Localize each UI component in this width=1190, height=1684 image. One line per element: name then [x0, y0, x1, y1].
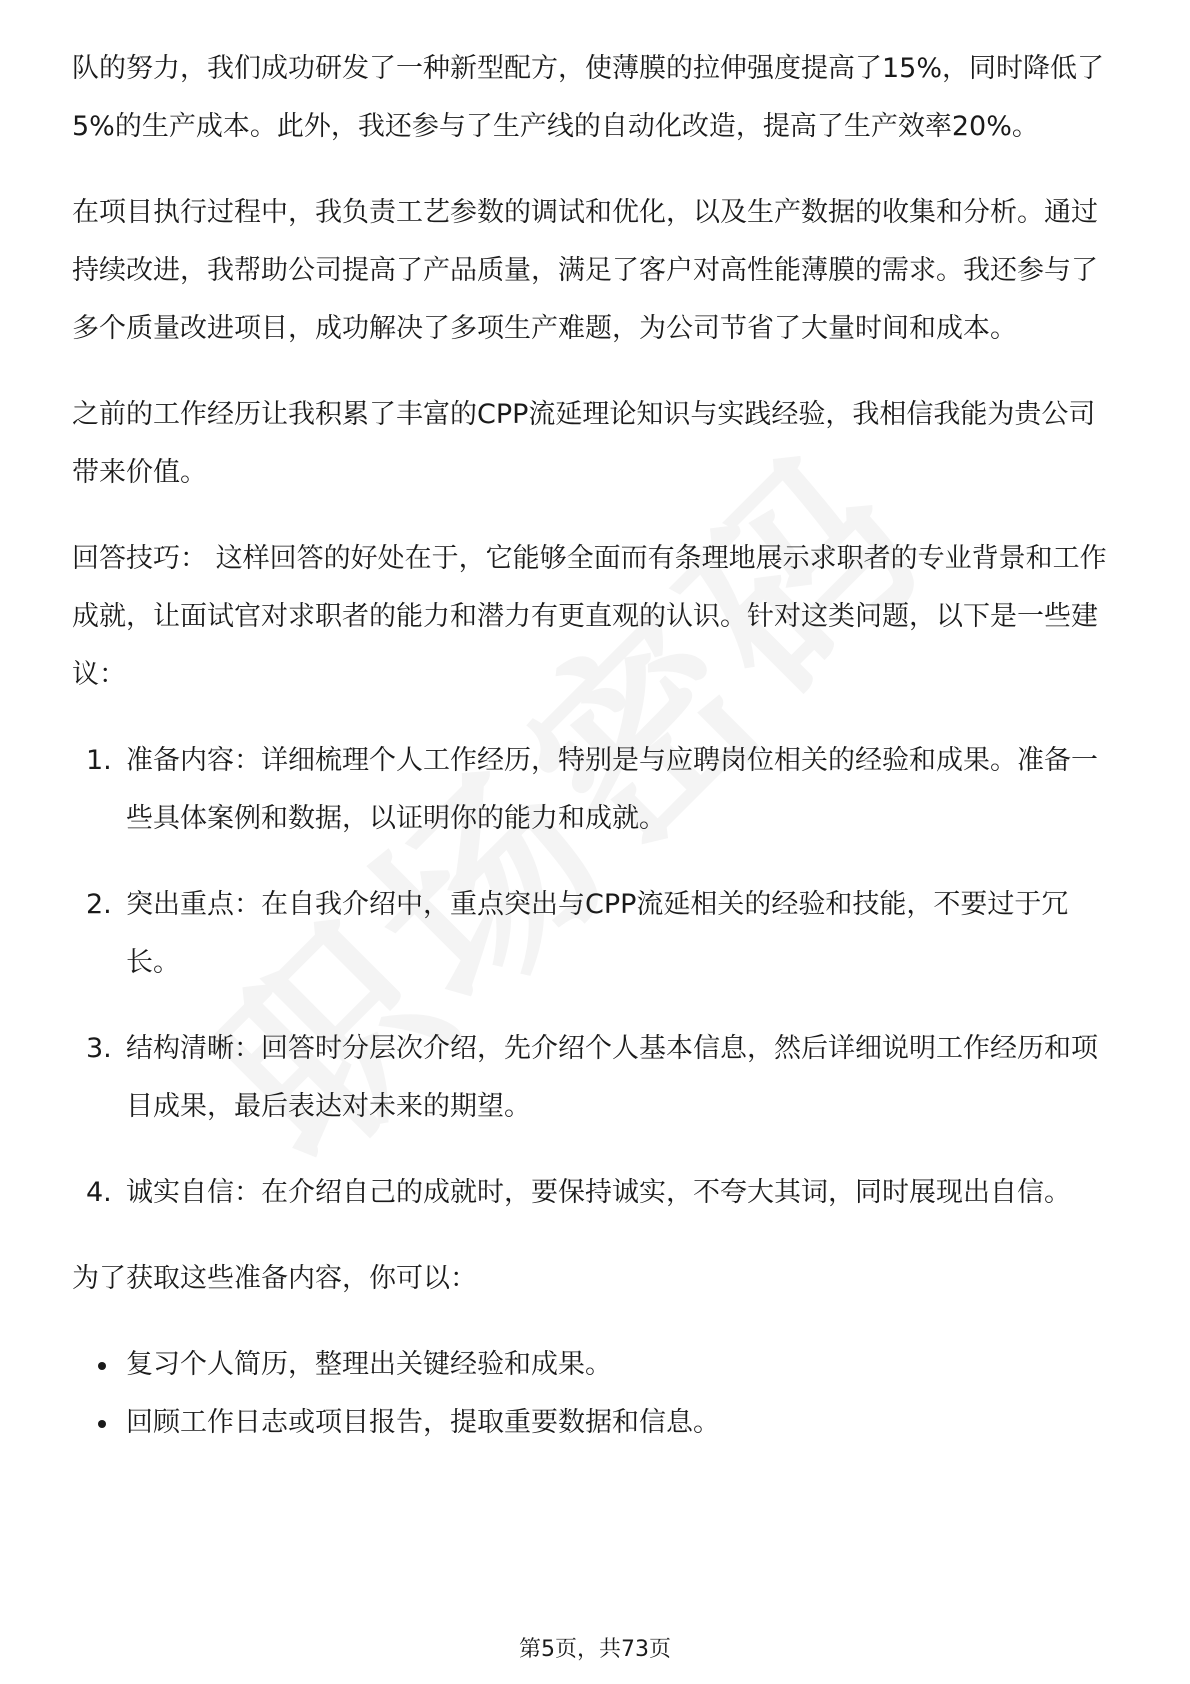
list-item-text: 准备内容：详细梳理个人工作经历，特别是与应聘岗位相关的经验和成果。准备一些具体案例和数据，以证明你的能力和成就。	[126, 745, 1098, 834]
list-item	[72, 732, 1122, 848]
bullet-item	[72, 1394, 1122, 1452]
bullet-item-text: 回顾工作日志或项目报告，提取重要数据和信息。	[126, 1407, 720, 1438]
list-item-text: 结构清晰：回答时分层次介绍，先介绍个人基本信息，然后详细说明工作经历和项目成果，最后表达对未来的期望。	[126, 1033, 1098, 1122]
document-body	[72, 40, 1122, 1452]
paragraph-2: 在项目执行过程中，我负责工艺参数的调试和优化，以及生产数据的收集和分析。通过持续改进，我帮助公司提高了产品质量，满足了客户对高性能薄膜的需求。我还参与了多个质量改进项目，成功解决了多项生产难题，为公司节省了大量时间和成本。	[72, 197, 1098, 344]
list-number: 4.	[86, 1177, 112, 1208]
page-footer: 第5页，共73页	[519, 1637, 671, 1662]
list-item	[72, 1020, 1122, 1136]
paragraph-answer-tips: 回答技巧： 这样回答的好处在于，它能够全面而有条理地展示求职者的专业背景和工作成就，让面试官对求职者的能力和潜力有更直观的认识。针对这类问题，以下是一些建议：	[72, 543, 1107, 690]
bullet-dot-icon	[98, 1362, 106, 1370]
list-number: 1.	[86, 745, 112, 776]
prep-intro: 为了获取这些准备内容，你可以：	[72, 1263, 477, 1294]
paragraph-3: 之前的工作经历让我积累了丰富的CPP流延理论知识与实践经验，我相信我能为贵公司带来价值。	[72, 399, 1096, 488]
list-number: 2.	[86, 889, 112, 920]
bullet-dot-icon	[98, 1420, 106, 1428]
list-item	[72, 1164, 1122, 1222]
list-item-text: 诚实自信：在介绍自己的成就时，要保持诚实，不夸大其词，同时展现出自信。	[126, 1177, 1071, 1208]
bullet-item	[72, 1336, 1122, 1394]
paragraph-1: 队的努力，我们成功研发了一种新型配方，使薄膜的拉伸强度提高了15%，同时降低了5%的生产成本。此外，我还参与了生产线的自动化改造，提高了生产效率20%。	[72, 53, 1105, 142]
bullet-item-text: 复习个人简历，整理出关键经验和成果。	[126, 1349, 612, 1380]
list-item-text: 突出重点：在自我介绍中，重点突出与CPP流延相关的经验和技能，不要过于冗长。	[126, 889, 1069, 978]
numbered-list	[72, 732, 1122, 1222]
list-number: 3.	[86, 1033, 112, 1064]
list-item	[72, 876, 1122, 992]
bullet-list	[72, 1336, 1122, 1452]
